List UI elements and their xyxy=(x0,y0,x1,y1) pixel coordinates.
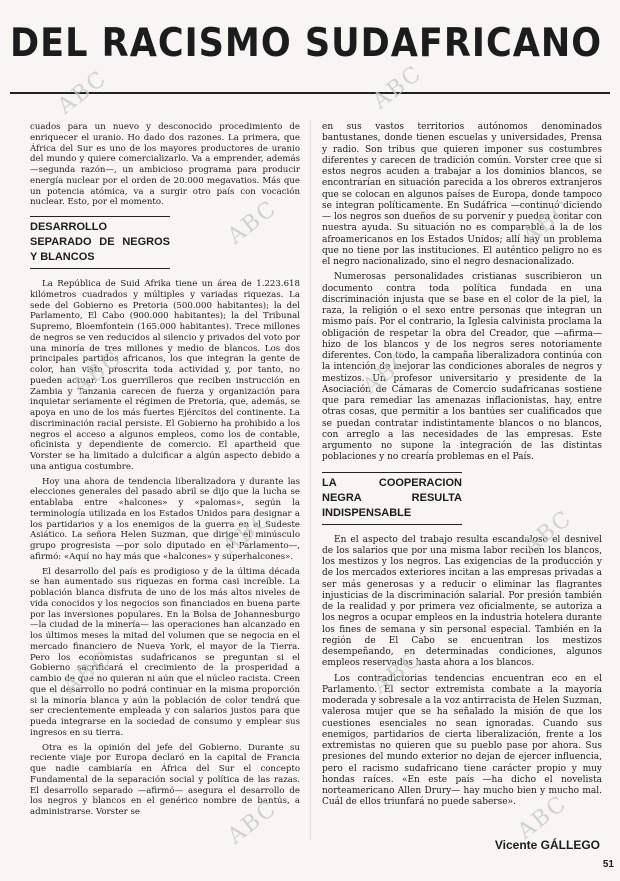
subhead-cooperacion: LA COOPERACION NEGRA RESULTA INDISPENSABLE xyxy=(322,472,462,525)
abc-watermark: ABC xyxy=(513,790,573,845)
abc-watermark: ABC xyxy=(518,505,578,560)
abc-watermark: ABC xyxy=(58,645,118,700)
abc-watermark: ABC xyxy=(223,795,283,850)
body-paragraph: La República de Suid Afrika tiene un área de 1.223.618 kilómetros cuadrados y múltiples y variadas riquezas. La sede del Gobierno es Pretoria (500.000 habitantes); la del Parlamento, El Cabo (900.000 habitantes); la del Tribunal Supremo, Bloemfontein (165.000 habitantes). Trece millones de negros se ven reducidos al silencio y privados del voto por una minoría de tres millones y medio de blancos. Los dos principales partidos africanos, los que integran la gente de color, han visto proscrita toda actividad y, por tanto, no pueden actuar. Los guerrilleros que reciben instrucción en Zambia y Tanzania carecen de fuerza y organización para inquietar seriamente el régimen de Pretoria, que, además, se apoya en uno de los más fuertes Ejércitos del continente. La discriminación racial persiste. El Gobierno ha prohibido a los negros el acceso a algunos empleos, como los de contable, oficinista y dependiente de comercio. El apartheid que Vorster se ha limitado a dulcificar a algún aspecto debido a una antigua costumbre. xyxy=(30,279,300,472)
abc-watermark: ABC xyxy=(358,345,418,400)
abc-watermark: ABC xyxy=(68,345,128,400)
intro-paragraph: cuados para un nuevo y desconocido procedimiento de enriquecer el uranio. Ho dado dos razones. La primera, que África del Sur es uno de los mayores productores de uranio del mundo y quiere comercializarlo. Va a emprender, además —segunda razón—, un ambicioso programa para producir energía nuclear por el orden de 20.000 megavatios. Más que un potencia atómica, va a surgir otro país con vocación nuclear. Esto, por el momento. xyxy=(30,122,300,208)
abc-watermark: ABC xyxy=(218,505,278,560)
page-number: 51 xyxy=(602,859,614,870)
column-divider xyxy=(310,120,311,840)
author-signature: Vicente GÁLLEGO xyxy=(494,838,600,852)
abc-watermark: ABC xyxy=(518,195,578,250)
abc-watermark: ABC xyxy=(368,645,428,700)
body-paragraph: en sus vastos territorios autónomos denominados bantustanes, donde tienen escuelas y universidades, Prensa y radio. Son tribus que quieren imponer sus costumbres diferentes y carecen de tradición común. Vorster cree que si estos negros acuden a trabajar a los dominios blancos, se encontrarían en situación parecida a los obreros extranjeros que se colocan en algunos países de Europa, donde tampoco se integran políticamente. En Sudáfrica —continuó diciendo— los negros son dueños de su porvenir y pueden contar con nuestra ayuda. Su situación no es comparable a la de los afroamericanos en los Estados Unidos; allí hay un problema que no tiene por las instituciones. El auténtico peligro no es el negro nacionalizado, sino el negro desnacionalizado. xyxy=(322,122,602,267)
abc-watermark: ABC xyxy=(223,195,283,250)
body-paragraph: Numerosas personalidades cristianas suscribieron un documento contra toda política fundada en una discriminación injusta que se base en el color de la piel, la raza, la religión o el sexo entre personas que integran un mismo país. Por el contrario, la Iglesia calvinista proclama la obligación de respetar la obra del Creador, que —afirma— hizo de los blancos y de los negros seres notoriamente diferentes. Con todo, la campaña liberalizadora continúa con la intención de mejorar las condiciones aborales de negros y mestizos. Un profesor universitario y presidente de la Asociación de Cámaras de Comercio sudafricanas sostiene que para remediar las amenazas inflacionistas, hay, entre otras cosas, que permitir a los bantúes ser cualificados que se puedan contratar indistintamente blancos o no blancos, con arreglo a las necesidades de las empresas. Este argumento no supone la integración de las distintas poblaciones y no crearía problemas en el País. xyxy=(322,272,602,463)
subhead-desarrollo: DESARROLLO SEPARADO DE NEGROS Y BLANCOS xyxy=(30,216,170,269)
body-paragraph: Los contradictorias tendencias encuentran eco en el Parlamento. El sector extremista combate a la mayoría moderada y sobresale a la voz antirracista de Helen Suzman, valerosa mujer que se ha señalado la misión de que los cuestiones esenciales no sean ignoradas. Cuando sus enemigos, partidarios de cierta liberalización, frente a los extremistas no quieren que su pueblo pase por ahora. Sus presiones del mundo exterior no dejan de ejercer influencia, pero el racismo sudafricano tiene carácter propio y muy hondas raíces. «En este país —ha dicho el novelista norteamericano Allen Drury— hay mucho bien y mucho mal. Cuál de ellos triunfará no puede saberse». xyxy=(322,673,602,808)
body-paragraph: El desarrollo del país es prodigioso y de la última década se han aumentado sus riquezas en forma casi increíble. La población blanca disfruta de uno de los más altos niveles de vida conocidos y los negocios son financiados en buena parte por las inversiones populares. En la Bolsa de Johannesburgo —la ciudad de la minería— las operaciones han alcanzado en los últimos meses la mitad del volumen que se negocia en el mercado financiero de Nueva York, el mayor de la Tierra. Pero los economistas sudafricanos se preguntan si el Gobierno sacrificará el crecimiento de la prosperidad a cambio de que no quieran ni aún que el núcleo racista. Creen que el desarrollo no podrá continuar en la misma proporción si la minoría blanca y aún la población de color tendrá que ser crecientemente empleada y con salarios justos para que pueda integrarse en la sociedad de consumo y emplear sus ingresos en su tierra. xyxy=(30,566,300,738)
body-paragraph: Hoy una ahora de tendencia liberalizadora y durante las elecciones generales del pasado abril se dijo que la lucha se entablaba entre «halcones» y «palomas», según la terminología utilizada en los Estados Unidos para designar a los partidarios y a los enemigos de la guerra en el Sudeste Asiático. La señora Helen Suzman, que dirige el minúsculo grupo progresista —por solo diputado en el Parlamento—, afirmó: «Aquí no hay más que «halcones» y superhalcones». xyxy=(30,476,300,562)
page-headline: DEL RACISMO SUDAFRICANO xyxy=(10,21,603,66)
abc-watermark: ABC xyxy=(53,65,113,120)
abc-watermark: ABC xyxy=(368,60,428,115)
body-paragraph: Otra es la opinión del jefe del Gobierno. Durante su reciente viaje por Europa declaró en la capital de Francia que nadie cambiaría en África del Sur el concepto Fundamental de la separación social y política de las razas. El desarrollo separado —afirmó— asegura el desarrollo de los negros y blancos en el genérico nombre de bantús, a administrarse. Vorster se xyxy=(30,742,300,817)
body-paragraph: En el aspecto del trabajo resulta escandaloso el desnivel de los salarios que por una misma labor reciben los blancos, los mestizos y los negros. Las exigencias de la producción y de los mercados exteriores incitan a las empresas privadas a ser más generosas y a reducir o eliminar las flagrantes injusticias de la discriminación salarial. Por presión también de la realidad y por primera vez oficialmente, se autoriza a los negros a ocupar empleos en la industria hotelera durante los fines de semana y sin personal especial. También en la región de El Cabo se encuentran los mestizos desempeñando, en determinadas condiciones, algunos empleos reservados hasta ahora a los blancos. xyxy=(322,534,602,669)
